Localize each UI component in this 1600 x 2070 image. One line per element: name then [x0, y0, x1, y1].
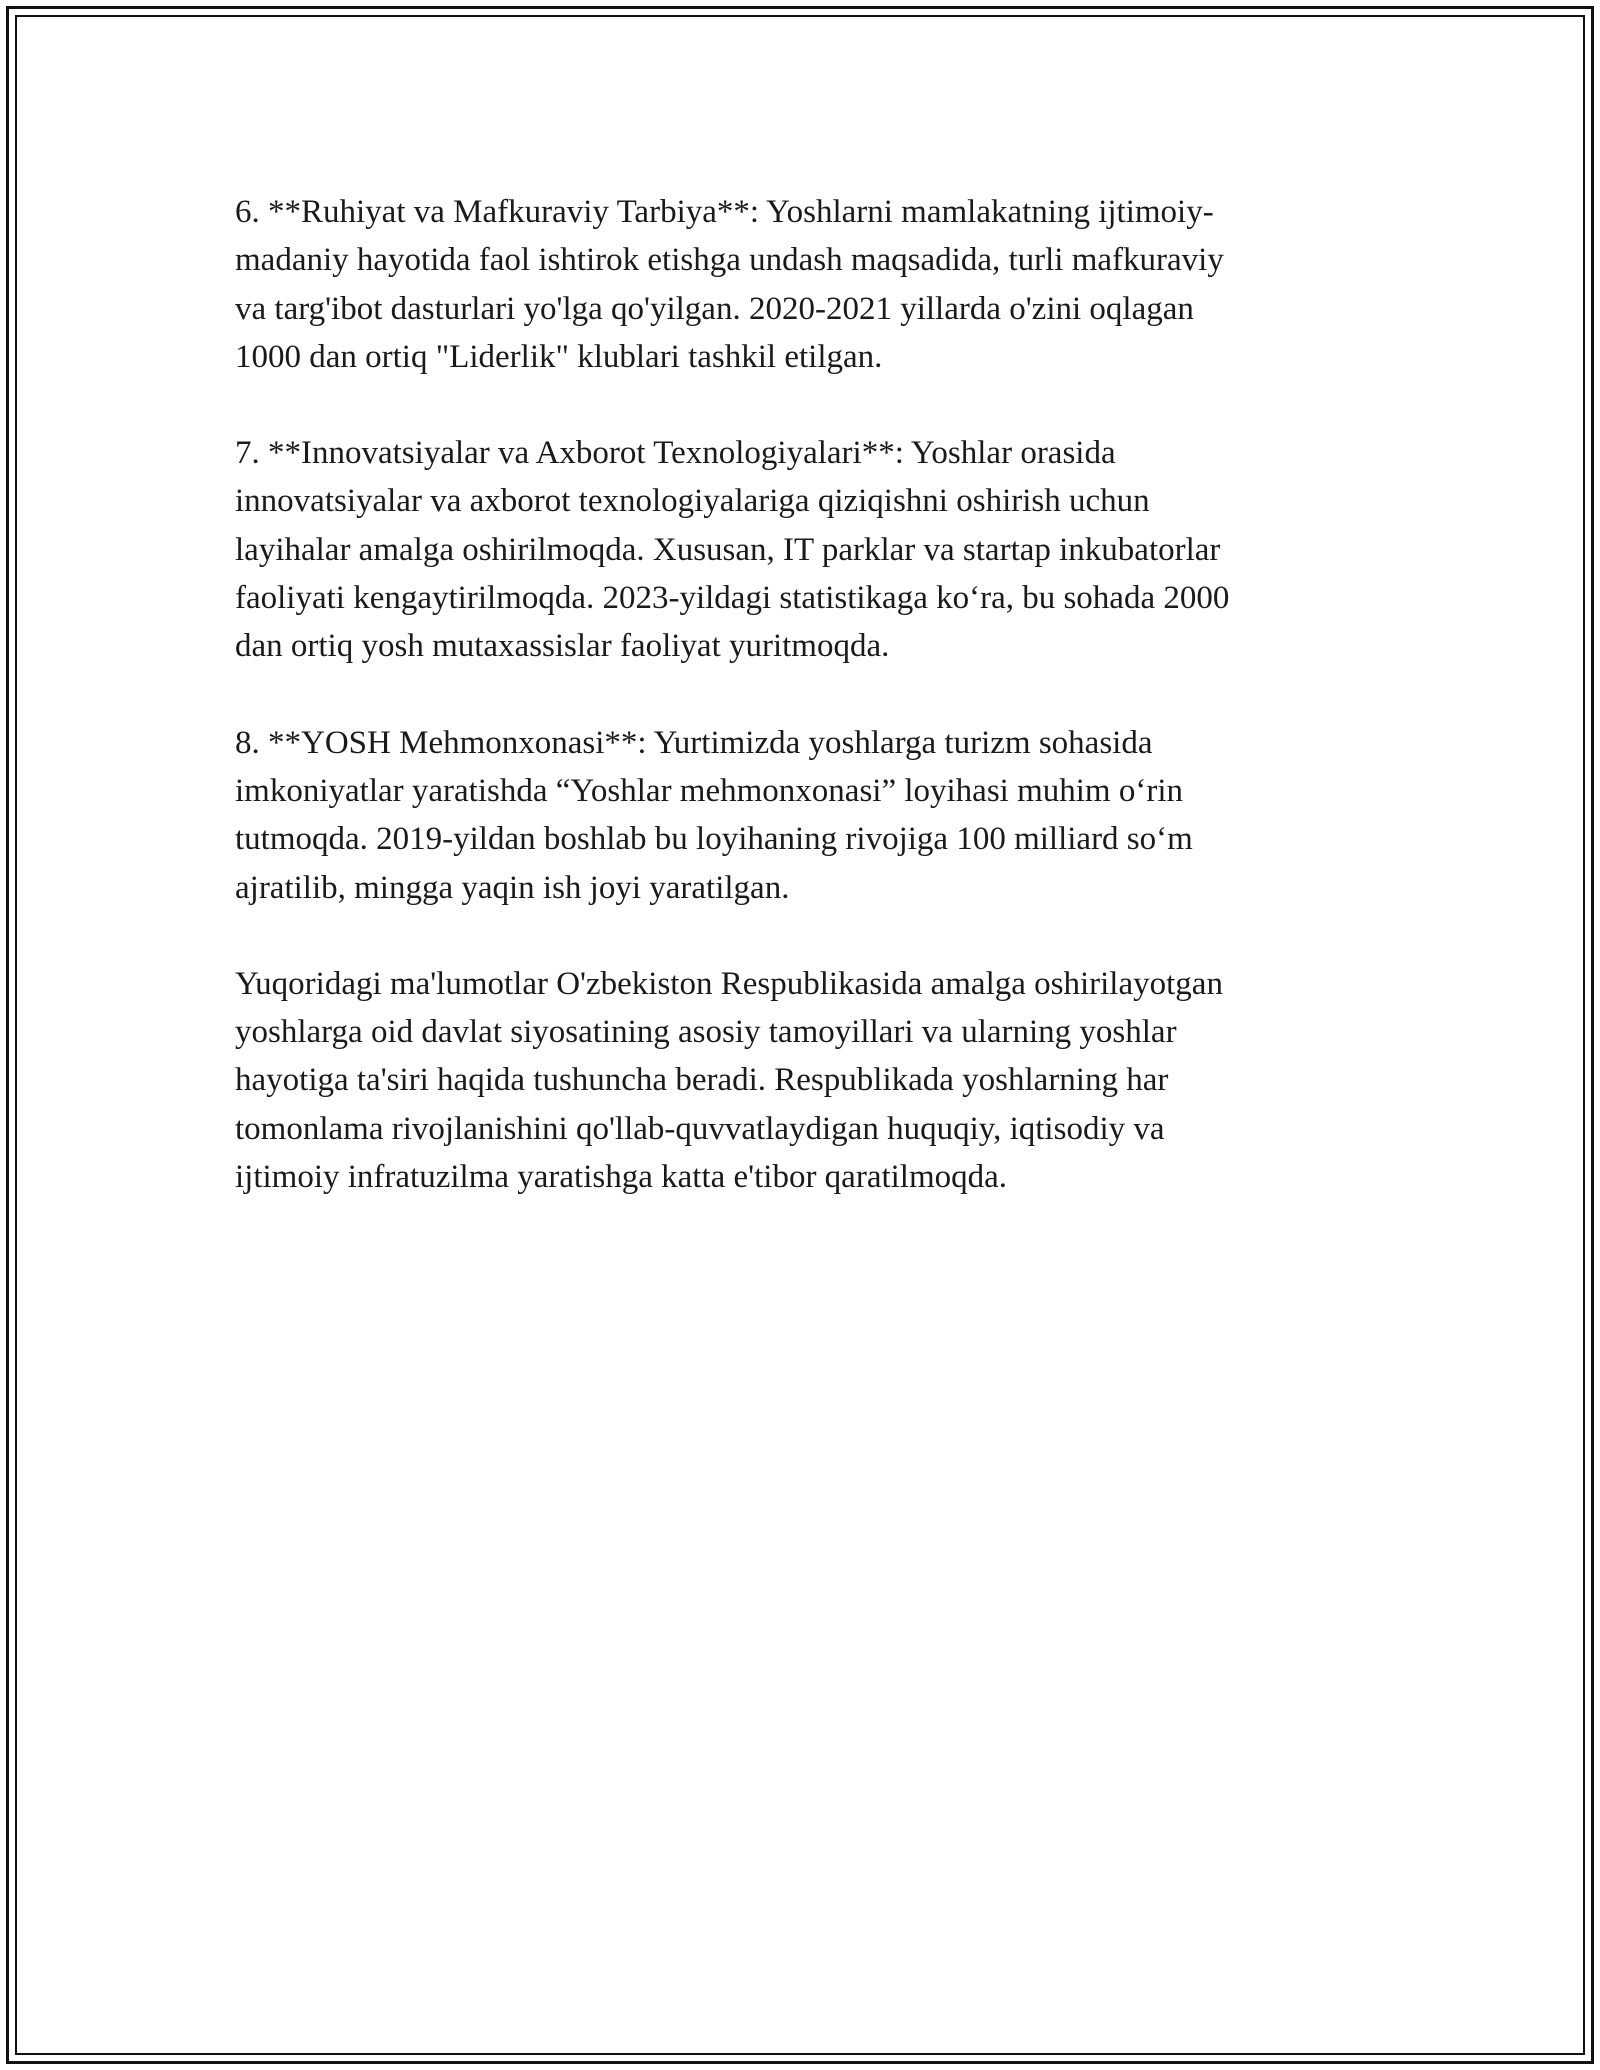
text-line: 6. **Ruhiyat va Mafkuraviy Tarbiya**: Yoshlarni mamlakatning ijtimoiy-: [235, 194, 1214, 230]
paragraph-ruhiyat: [235, 188, 1365, 381]
text-line: dan ortiq yosh mutaxassislar faoliyat yuritmoqda.: [235, 628, 890, 665]
text-line: tomonlama rivojlanishini qo'llab-quvvatlaydigan huquqiy, iqtisodiy va: [235, 1110, 1165, 1147]
text-line: 8. **YOSH Mehmonxonasi**: Yurtimizda yoshlarga turizm sohasida: [235, 724, 1153, 761]
paragraph-innovatsiyalar: [235, 429, 1365, 670]
text-line: tutmoqda. 2019-yildan boshlab bu loyihaning rivojiga 100 milliard soʻm: [235, 821, 1193, 858]
text-line: 1000 dan ortiq "Liderlik" klublari tashkil etilgan.: [235, 338, 883, 375]
text-line: layihalar amalga oshirilmoqda. Xususan, IT parklar va startap inkubatorlar: [235, 531, 1221, 568]
text-line: faoliyati kengaytirilmoqda. 2023-yildagi statistikaga koʻra, bu sohada 2000: [235, 580, 1230, 617]
paragraph-yosh-mehmonxonasi: [235, 719, 1365, 912]
text-line: yoshlarga oid davlat siyosatining asosiy tamoyillari va ularning yoshlar: [235, 1014, 1177, 1051]
text-line: hayotiga ta'siri haqida tushuncha beradi. Respublikada yoshlarning har: [235, 1062, 1169, 1099]
text-line: ajratilib, mingga yaqin ish joyi yaratilgan.: [235, 869, 790, 906]
document-body: [235, 188, 1365, 1249]
text-line: imkoniyatlar yaratishda “Yoshlar mehmonxonasi” loyihasi muhim oʻrin: [235, 772, 1183, 809]
text-line: madaniy hayotida faol ishtirok etishga undash maqsadida, turli mafkuraviy: [235, 242, 1224, 279]
text-line: Yuqoridagi ma'lumotlar O'zbekiston Respublikasida amalga oshirilayotgan: [235, 965, 1223, 1002]
paragraph-summary: [235, 960, 1365, 1201]
text-line: va targ'ibot dasturlari yo'lga qo'yilgan. 2020-2021 yillarda o'zini oqlagan: [235, 290, 1194, 327]
text-line: innovatsiyalar va axborot texnologiyalariga qiziqishni oshirish uchun: [235, 483, 1150, 520]
text-line: 7. **Innovatsiyalar va Axborot Texnologiyalari**: Yoshlar orasida: [235, 435, 1116, 472]
text-line: ijtimoiy infratuzilma yaratishga katta e'tibor qaratilmoqda.: [235, 1159, 1008, 1196]
